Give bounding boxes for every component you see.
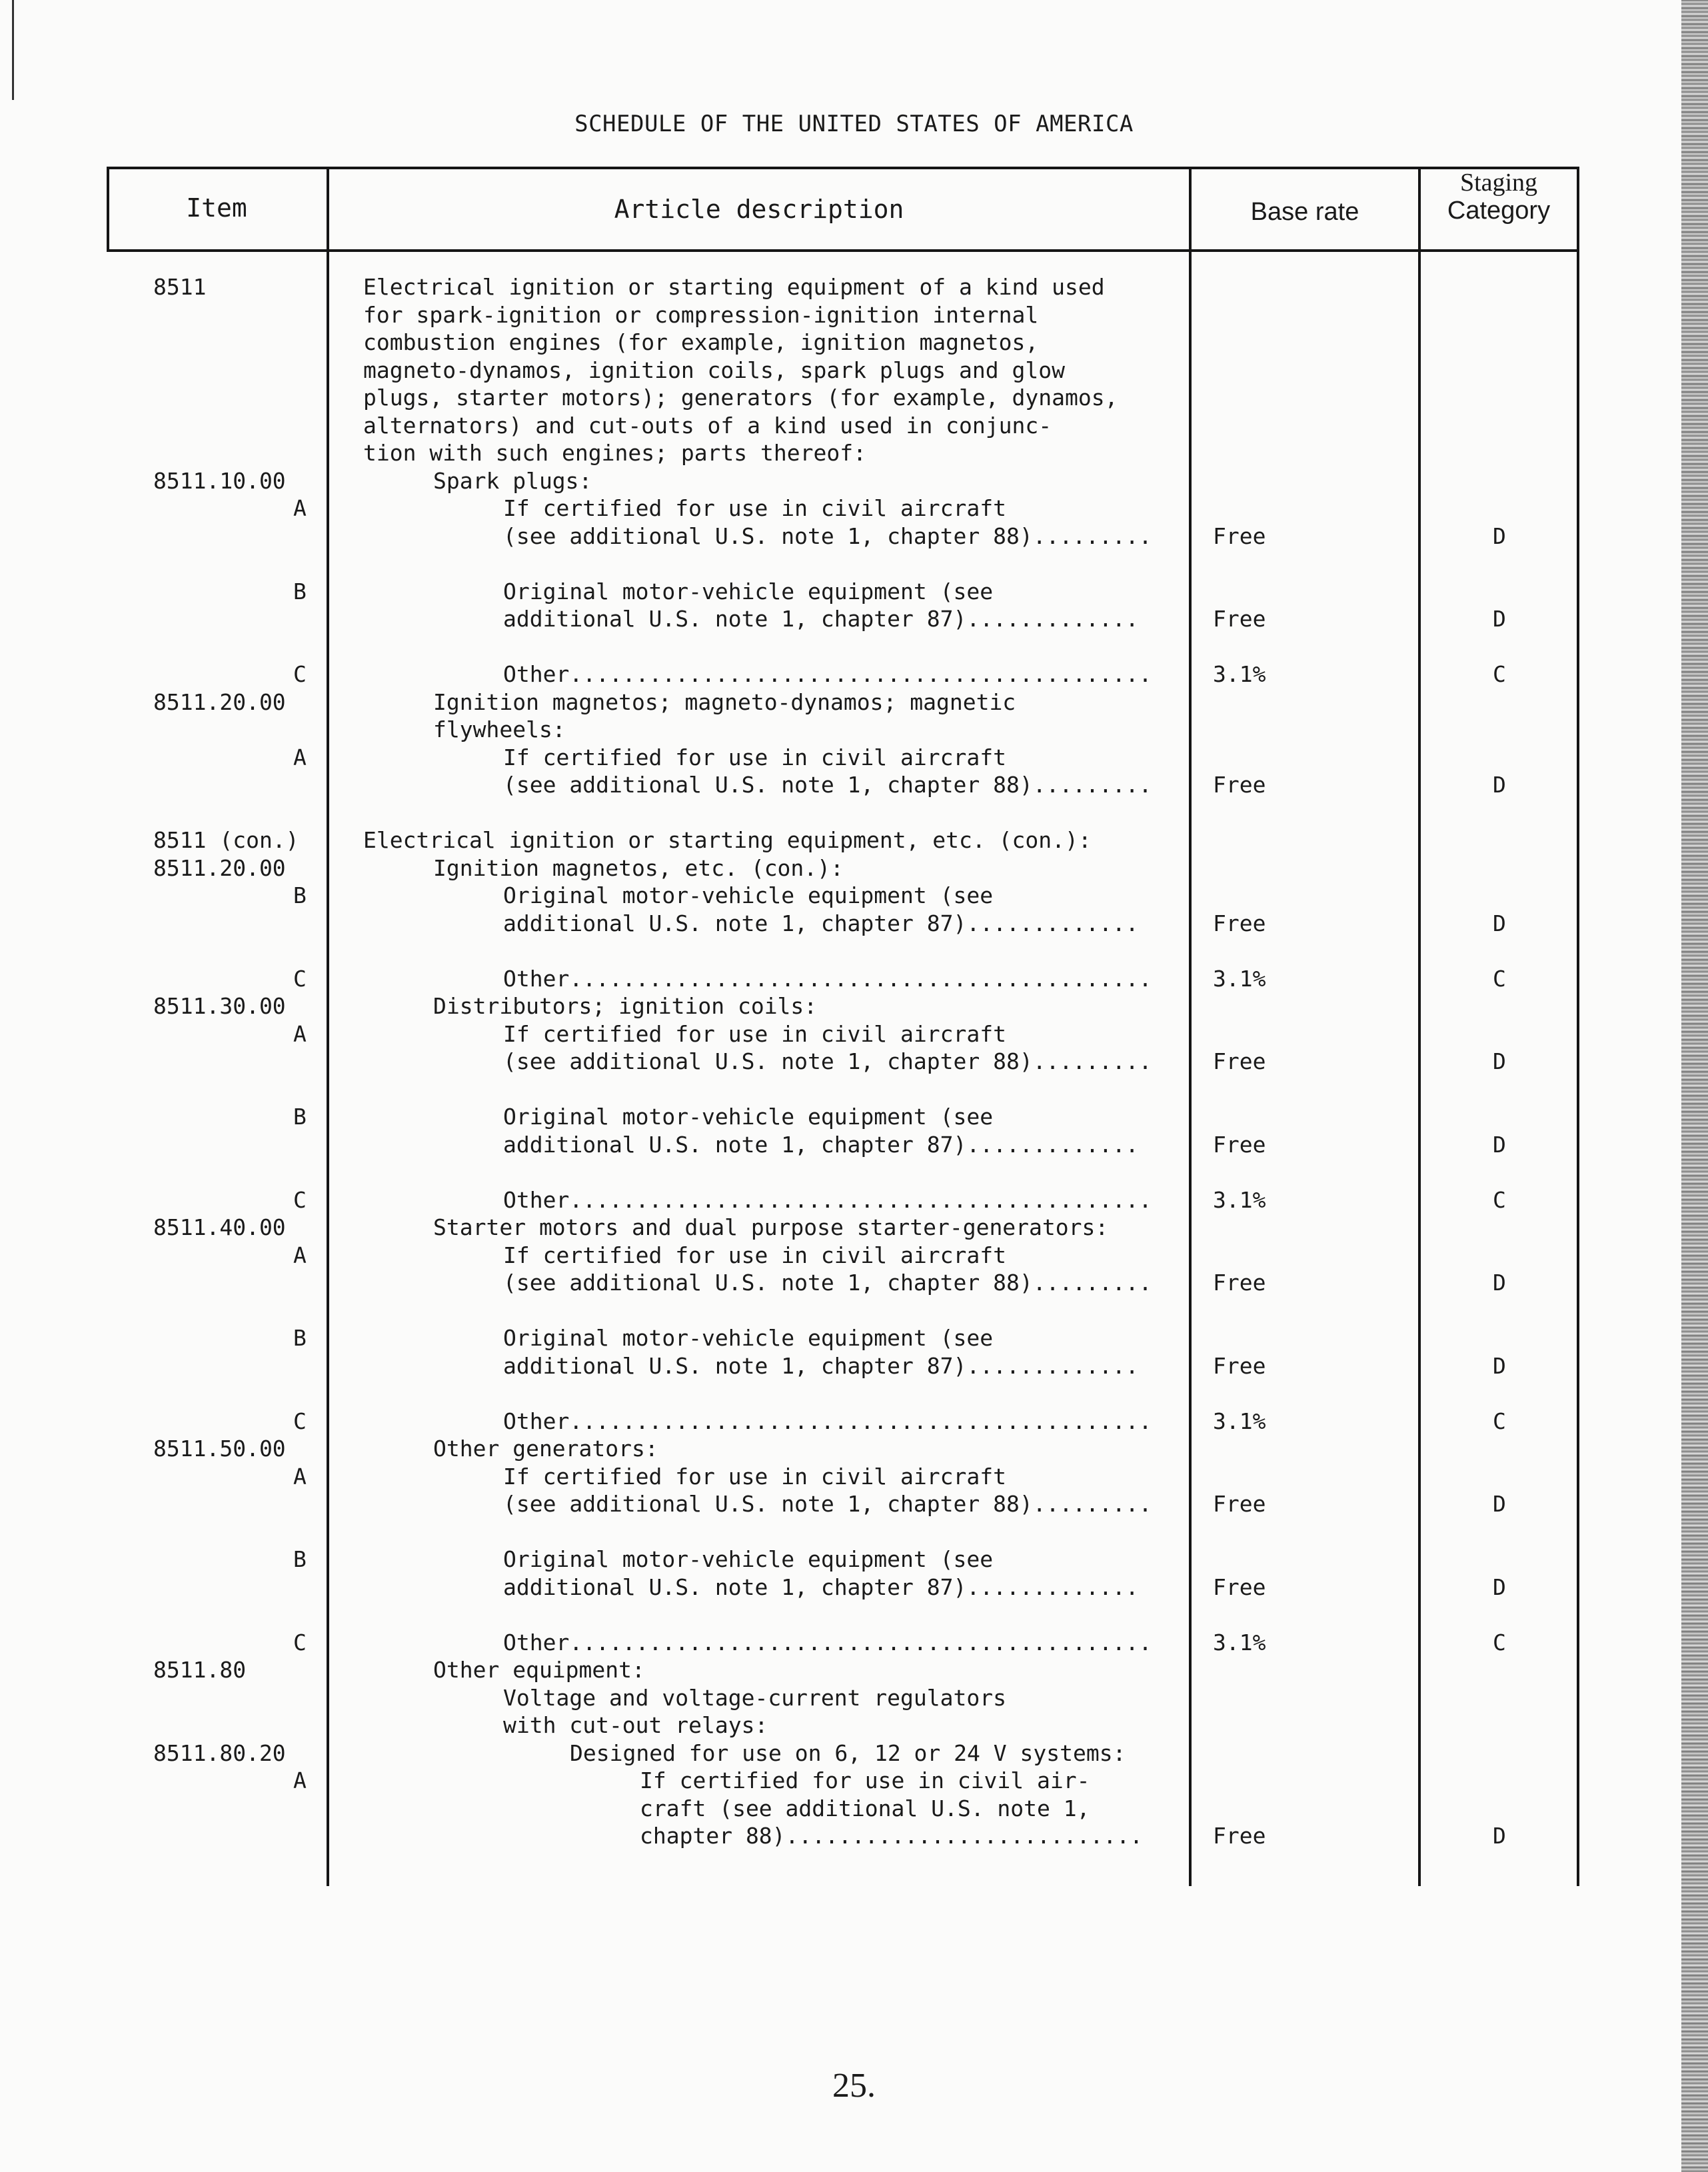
staging-category: C (1493, 1186, 1506, 1213)
article-description: Original motor-vehicle equipment (see (503, 1546, 994, 1572)
staging-category: C (1493, 661, 1506, 687)
article-description: magneto-dynamos, ignition coils, spark plugs and glow (363, 357, 1065, 383)
item-code: B (293, 882, 307, 908)
page-number: 25. (832, 2067, 876, 2105)
item-code: C (293, 1408, 307, 1434)
table-row (0, 910, 1708, 938)
table-row (0, 1048, 1708, 1076)
table-row (0, 882, 1708, 910)
table-row (0, 1684, 1708, 1712)
page-title: SCHEDULE OF THE UNITED STATES OF AMERICA (574, 111, 1134, 137)
staging-category: C (1493, 1629, 1506, 1655)
table-row (0, 1574, 1708, 1602)
item-code: C (293, 661, 307, 687)
table-row (0, 1656, 1708, 1684)
table-row (0, 1435, 1708, 1463)
base-rate: Free (1213, 1270, 1266, 1296)
table-row (0, 384, 1708, 412)
article-description: Original motor-vehicle equipment (see (503, 1104, 994, 1130)
article-description: for spark-ignition or compression-ignition internal (363, 301, 1039, 328)
base-rate: Free (1213, 1352, 1266, 1379)
staging-category: D (1493, 1574, 1506, 1600)
article-description: Ignition magnetos, etc. (con.): (433, 854, 844, 881)
article-description: additional U.S. note 1, chapter 87)............. (503, 1574, 1139, 1600)
table-row (0, 1408, 1708, 1436)
article-description: Distributors; ignition coils: (433, 993, 818, 1019)
article-description: Original motor-vehicle equipment (see (503, 882, 994, 908)
article-description: Voltage and voltage-current regulators (503, 1684, 1006, 1711)
article-description: Other............................................ (503, 1408, 1152, 1434)
table-row (0, 495, 1708, 523)
article-description: If certified for use in civil aircraft (503, 495, 1006, 521)
table-row (0, 578, 1708, 606)
article-description: (see additional U.S. note 1, chapter 88)......... (503, 1048, 1152, 1074)
table-row (0, 1795, 1708, 1823)
table-row (0, 854, 1708, 882)
table-row (0, 744, 1708, 772)
article-description: additional U.S. note 1, chapter 87)............. (503, 1131, 1139, 1158)
item-code: 8511.50.00 (153, 1436, 286, 1462)
item-code: 8511 (con.) (153, 827, 299, 853)
staging-category: D (1493, 523, 1506, 549)
table-row (0, 1352, 1708, 1380)
article-description: (see additional U.S. note 1, chapter 88)......... (503, 523, 1152, 549)
table-row (0, 1711, 1708, 1739)
staging-category: D (1493, 606, 1506, 632)
article-description: plugs, starter motors); generators (for example, dynamos, (363, 385, 1118, 411)
article-description: (see additional U.S. note 1, chapter 88)......... (503, 772, 1152, 798)
table-row (0, 1490, 1708, 1518)
table-row (0, 1131, 1708, 1159)
table-row (0, 771, 1708, 799)
article-description: tion with such engines; parts thereof: (363, 440, 866, 466)
article-description: Original motor-vehicle equipment (see (503, 1325, 994, 1351)
item-code: B (293, 578, 307, 604)
item-code: 8511.80.20 (153, 1739, 286, 1766)
base-rate: Free (1213, 1574, 1266, 1600)
item-code: 8511 (153, 274, 207, 300)
table-row (0, 1629, 1708, 1657)
article-description: alternators) and cut-outs of a kind used in conjunc- (363, 412, 1052, 439)
table-row (0, 1463, 1708, 1491)
article-description: Electrical ignition or starting equipment of a kind used (363, 274, 1105, 300)
table-row (0, 992, 1708, 1020)
table-row (0, 1601, 1708, 1629)
item-code: 8511.80 (153, 1657, 247, 1683)
item-code: A (293, 1242, 307, 1268)
table-row (0, 1103, 1708, 1131)
base-rate: Free (1213, 1491, 1266, 1517)
table-row (0, 550, 1708, 578)
article-description: Other............................................ (503, 661, 1152, 687)
base-rate: 3.1% (1213, 1629, 1266, 1655)
table-row (0, 1214, 1708, 1242)
table-row (0, 412, 1708, 440)
table-row (0, 799, 1708, 827)
base-rate: 3.1% (1213, 1186, 1266, 1213)
item-code: C (293, 1186, 307, 1213)
article-description: If certified for use in civil air- (640, 1767, 1090, 1793)
article-description: Original motor-vehicle equipment (see (503, 578, 994, 604)
item-code: A (293, 1020, 307, 1047)
item-code: B (293, 1325, 307, 1351)
article-description: additional U.S. note 1, chapter 87)............. (503, 606, 1139, 632)
header-base-rate: Base rate (1250, 198, 1359, 226)
staging-category: C (1493, 1408, 1506, 1434)
table-row (0, 357, 1708, 385)
table-row (0, 439, 1708, 467)
table-row (0, 1518, 1708, 1546)
staging-category: D (1493, 1352, 1506, 1379)
article-description: Other............................................ (503, 1629, 1152, 1655)
header-item: Item (186, 193, 247, 223)
table-row (0, 688, 1708, 716)
table-row (0, 605, 1708, 633)
table-row (0, 1739, 1708, 1767)
item-code: A (293, 744, 307, 770)
article-description: (see additional U.S. note 1, chapter 88)......... (503, 1270, 1152, 1296)
article-description: Other............................................ (503, 965, 1152, 992)
article-description: If certified for use in civil aircraft (503, 1242, 1006, 1268)
base-rate: 3.1% (1213, 965, 1266, 992)
article-description: additional U.S. note 1, chapter 87)............. (503, 910, 1139, 936)
article-description: If certified for use in civil aircraft (503, 1463, 1006, 1490)
table-row (0, 1822, 1708, 1850)
table-row (0, 1076, 1708, 1104)
item-code: C (293, 965, 307, 992)
article-description: (see additional U.S. note 1, chapter 88)......... (503, 1491, 1152, 1517)
article-description: Electrical ignition or starting equipment, etc. (con.): (363, 827, 1092, 853)
article-description: chapter 88)........................... (640, 1823, 1143, 1849)
table-row (0, 965, 1708, 993)
staging-category: D (1493, 1491, 1506, 1517)
header-staging: Staging (1459, 169, 1538, 197)
table-row (0, 1767, 1708, 1795)
table-row (0, 1269, 1708, 1297)
article-description: with cut-out relays: (503, 1712, 768, 1738)
base-rate: 3.1% (1213, 661, 1266, 687)
base-rate: Free (1213, 606, 1266, 632)
article-description: Ignition magnetos; magneto-dynamos; magnetic (433, 688, 1016, 715)
item-code: 8511.10.00 (153, 467, 286, 494)
item-code: 8511.40.00 (153, 1214, 286, 1240)
staging-category: D (1493, 1823, 1506, 1849)
table-row (0, 523, 1708, 550)
item-code: A (293, 495, 307, 521)
table-row (0, 273, 1708, 301)
staging-category: D (1493, 772, 1506, 798)
item-code: 8511.30.00 (153, 993, 286, 1019)
article-description: combustion engines (for example, ignition magnetos, (363, 329, 1039, 355)
header-article-description: Article description (614, 195, 904, 224)
item-code: C (293, 1629, 307, 1655)
table-row (0, 1158, 1708, 1186)
item-code: 8511.20.00 (153, 688, 286, 715)
base-rate: Free (1213, 1131, 1266, 1158)
base-rate: Free (1213, 772, 1266, 798)
item-code: B (293, 1104, 307, 1130)
table-row (0, 633, 1708, 661)
table-row (0, 1324, 1708, 1352)
staging-category: D (1493, 910, 1506, 936)
base-rate: Free (1213, 523, 1266, 549)
scan-edge-left (12, 0, 14, 100)
article-description: If certified for use in civil aircraft (503, 744, 1006, 770)
article-description: Spark plugs: (433, 467, 592, 494)
table-row (0, 660, 1708, 688)
table-row (0, 826, 1708, 854)
article-description: craft (see additional U.S. note 1, (640, 1795, 1090, 1821)
header-category: Category (1447, 197, 1551, 225)
base-rate: Free (1213, 1823, 1266, 1849)
article-description: Other generators: (433, 1436, 658, 1462)
table-row (0, 1186, 1708, 1214)
table-row (0, 716, 1708, 744)
table-row (0, 1242, 1708, 1270)
article-description: Other equipment: (433, 1657, 645, 1683)
item-code: A (293, 1463, 307, 1490)
staging-category: C (1493, 965, 1506, 992)
table-row (0, 1546, 1708, 1574)
table-row (0, 301, 1708, 329)
base-rate: Free (1213, 1048, 1266, 1074)
table-row (0, 329, 1708, 357)
base-rate: 3.1% (1213, 1408, 1266, 1434)
article-description: flywheels: (433, 716, 566, 742)
table-row (0, 467, 1708, 495)
staging-category: D (1493, 1131, 1506, 1158)
item-code: B (293, 1546, 307, 1572)
table-row (0, 1380, 1708, 1408)
table-row (0, 1020, 1708, 1048)
table-row (0, 1297, 1708, 1325)
staging-category: D (1493, 1270, 1506, 1296)
article-description: Starter motors and dual purpose starter-generators: (433, 1214, 1109, 1240)
article-description: If certified for use in civil aircraft (503, 1020, 1006, 1047)
item-code: 8511.20.00 (153, 854, 286, 881)
base-rate: Free (1213, 910, 1266, 936)
article-description: Other............................................ (503, 1186, 1152, 1213)
article-description: Designed for use on 6, 12 or 24 V systems: (570, 1739, 1126, 1766)
table-row (0, 937, 1708, 965)
staging-category: D (1493, 1048, 1506, 1074)
article-description: additional U.S. note 1, chapter 87)............. (503, 1352, 1139, 1379)
item-code: A (293, 1767, 307, 1793)
